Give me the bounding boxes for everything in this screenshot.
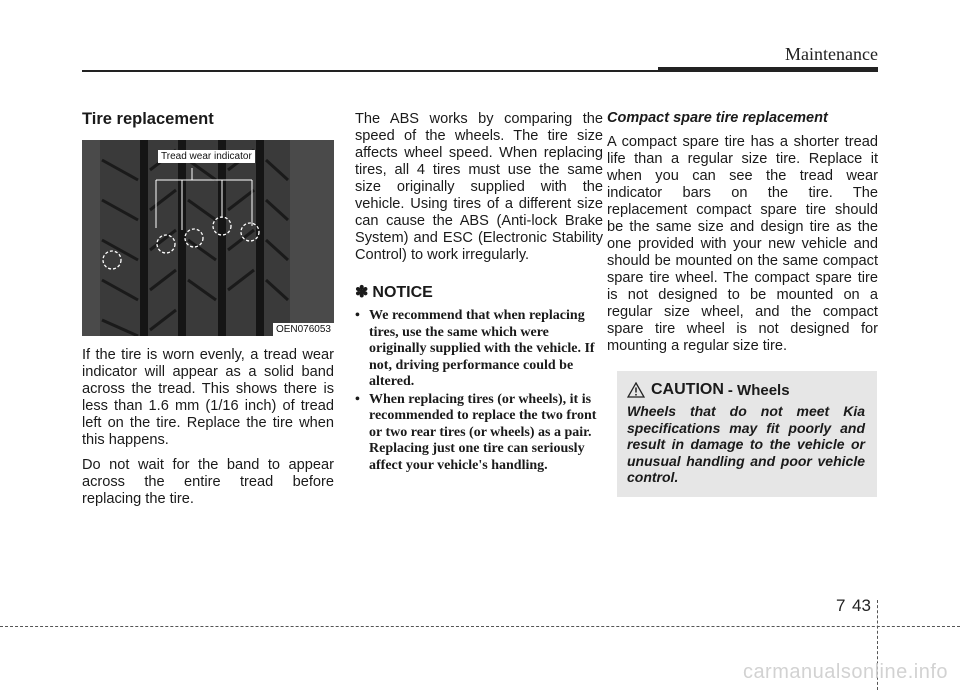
footer-rule: [0, 626, 960, 627]
header-rule: [82, 70, 662, 72]
notice-list: [355, 308, 603, 474]
tire-replacement-para-2: Do not wait for the band to appear across the entire tread before replacing the tire.: [82, 457, 334, 507]
warning-triangle-icon: [627, 382, 645, 398]
tire-replacement-heading: Tire replacement: [82, 110, 214, 128]
tire-replacement-body: [82, 347, 334, 516]
caution-header: [627, 381, 865, 399]
tire-tread-illustration: [82, 140, 334, 336]
figure-label: Tread wear indicator: [158, 150, 255, 163]
notice-item: • When replacing tires (or wheels), it is recommended to replace the two front or two rear tires (or wheels) as a pair. Replacing just one tire can seriously affect your vehicle's handling.: [355, 392, 603, 475]
figure-code: OEN076053: [273, 323, 334, 336]
notice-title-text: NOTICE: [372, 284, 433, 301]
compact-spare-heading: Compact spare tire replacement: [607, 110, 828, 126]
section-title: Maintenance: [785, 44, 878, 64]
compact-spare-para: A compact spare tire has a shorter tread life than a regular size tire. Replace it when you can see the tread wear indicator bars on the tire. The replacement compact spare tire should be the same size and design tire as the one provided with your new vehicle and should be mounted on the same compact spare tire wheel. The compact spare tire is not designed to be mounted on a regular size wheel, and the compact spare tire wheel is not designed for mounting a regular size tire.: [607, 134, 878, 354]
page-number: 43: [852, 596, 871, 615]
tire-replacement-para-1: If the tire is worn evenly, a tread wear indicator will appear as a solid band across the tread. This shows there is less than 1.6 mm (1/16 inch) of tread left on the tire. Replace the tire when this happens.: [82, 347, 334, 448]
header-rule-thick: [658, 67, 878, 72]
notice-item: • We recommend that when replacing tires, use the same which were originally supplied with the vehicle. If not, driving performance could be altered.: [355, 308, 603, 391]
abs-para: The ABS works by comparing the speed of the wheels. The tire size affects wheel speed. When replacing tires, all 4 tires must use the same size originally supplied with the vehicle. Using tires of a different size can cause the ABS (Anti-lock Brake System) and ESC (Electronic Stability Control) to work irregularly.: [355, 111, 603, 263]
caution-subject: - Wheels: [727, 381, 790, 399]
caution-box: [617, 371, 877, 497]
compact-spare-body: [607, 134, 878, 363]
caution-word: CAUTION: [651, 381, 724, 398]
watermark: carmanualsonline.info: [742, 661, 948, 683]
chapter-number: 7: [836, 596, 846, 615]
tread-wear-figure: [82, 140, 334, 336]
caution-text: Wheels that do not meet Kia specifications may fit poorly and result in damage to the vehicle or unusual handling and poor vehicle control.: [627, 403, 865, 486]
notice-block: [355, 282, 603, 475]
notice-mark-icon: ✽: [355, 284, 369, 301]
notice-title: [355, 282, 603, 302]
abs-body: [355, 111, 603, 272]
